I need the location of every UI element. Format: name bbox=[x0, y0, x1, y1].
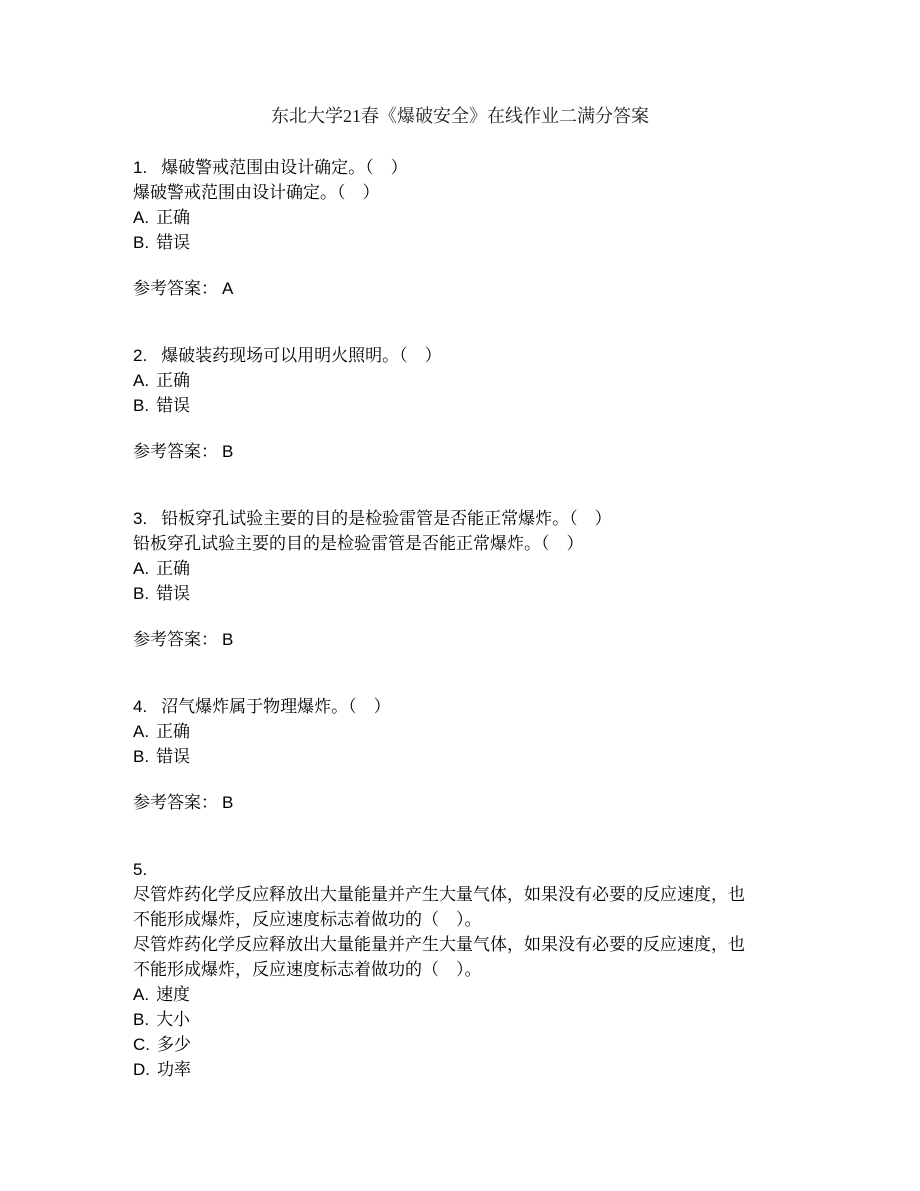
question-2 bbox=[133, 343, 802, 464]
option-text: 正确 bbox=[156, 559, 191, 578]
option-text: 大小 bbox=[156, 1010, 191, 1029]
question-1 bbox=[133, 155, 802, 301]
question-number: 5. bbox=[133, 860, 148, 879]
answer-value: B bbox=[222, 442, 234, 461]
question-option bbox=[133, 744, 802, 769]
question-stem: 爆破装药现场可以用明火照明。（ ） bbox=[161, 346, 442, 365]
question-4 bbox=[133, 694, 802, 815]
option-label: A. bbox=[133, 371, 150, 390]
question-option bbox=[133, 581, 802, 606]
question-option bbox=[133, 1057, 802, 1082]
question-option bbox=[133, 368, 802, 393]
option-text: 错误 bbox=[156, 584, 191, 603]
question-option bbox=[133, 719, 802, 744]
option-text: 正确 bbox=[156, 371, 191, 390]
option-text: 正确 bbox=[156, 208, 191, 227]
option-label: D. bbox=[133, 1060, 150, 1079]
document-title: 东北大学21春《爆破安全》在线作业二满分答案 bbox=[271, 106, 649, 126]
option-text: 错误 bbox=[156, 233, 191, 252]
question-number: 2. bbox=[133, 346, 148, 365]
question-number: 3. bbox=[133, 509, 148, 528]
question-stem-repeat-line-1: 尽管炸药化学反应释放出大量能量并产生大量气体，如果没有必要的反应速度，也 bbox=[133, 935, 745, 954]
question-stem: 沼气爆炸属于物理爆炸。（ ） bbox=[161, 697, 391, 716]
option-label: A. bbox=[133, 559, 150, 578]
option-label: A. bbox=[133, 985, 150, 1004]
answer-value: A bbox=[222, 279, 234, 298]
question-stem: 爆破警戒范围由设计确定。（ ） bbox=[161, 158, 408, 177]
answer-label: 参考答案： bbox=[133, 793, 218, 812]
question-stem-repeat-line-2: 不能形成爆炸，反应速度标志着做功的（ ）。 bbox=[133, 960, 482, 979]
question-option bbox=[133, 556, 802, 581]
option-label: A. bbox=[133, 208, 150, 227]
question-stem-repeat: 铅板穿孔试验主要的目的是检验雷管是否能正常爆炸。（ ） bbox=[133, 534, 584, 553]
answer-label: 参考答案： bbox=[133, 630, 218, 649]
question-option bbox=[133, 230, 802, 255]
question-stem-line-1: 尽管炸药化学反应释放出大量能量并产生大量气体，如果没有必要的反应速度，也 bbox=[133, 885, 745, 904]
answer-label: 参考答案： bbox=[133, 279, 218, 298]
question-option bbox=[133, 982, 802, 1007]
option-label: B. bbox=[133, 747, 150, 766]
option-label: C. bbox=[133, 1035, 150, 1054]
question-5 bbox=[133, 857, 802, 1082]
reference-answer bbox=[133, 276, 802, 301]
option-label: A. bbox=[133, 722, 150, 741]
document-body bbox=[0, 155, 920, 1082]
answer-value: B bbox=[222, 630, 234, 649]
option-label: B. bbox=[133, 584, 150, 603]
question-option bbox=[133, 205, 802, 230]
question-stem-line bbox=[133, 694, 802, 719]
option-text: 多少 bbox=[157, 1035, 191, 1054]
option-text: 正确 bbox=[156, 722, 191, 741]
option-text: 错误 bbox=[156, 747, 191, 766]
option-label: B. bbox=[133, 396, 150, 415]
reference-answer bbox=[133, 790, 802, 815]
answer-value: B bbox=[222, 793, 234, 812]
question-number: 4. bbox=[133, 697, 148, 716]
question-stem-line bbox=[133, 506, 802, 531]
question-option bbox=[133, 393, 802, 418]
question-stem-line-2: 不能形成爆炸，反应速度标志着做功的（ ）。 bbox=[133, 910, 482, 929]
question-stem: 铅板穿孔试验主要的目的是检验雷管是否能正常爆炸。（ ） bbox=[161, 509, 612, 528]
option-text: 功率 bbox=[157, 1060, 191, 1079]
option-text: 错误 bbox=[156, 396, 191, 415]
question-stem-line bbox=[133, 343, 802, 368]
question-3 bbox=[133, 506, 802, 652]
answer-label: 参考答案： bbox=[133, 442, 218, 461]
question-option bbox=[133, 1007, 802, 1032]
option-label: B. bbox=[133, 1010, 150, 1029]
option-label: B. bbox=[133, 233, 150, 252]
reference-answer bbox=[133, 439, 802, 464]
question-number: 1. bbox=[133, 158, 148, 177]
question-stem-repeat: 爆破警戒范围由设计确定。（ ） bbox=[133, 183, 380, 202]
question-stem-line bbox=[133, 155, 802, 180]
reference-answer bbox=[133, 627, 802, 652]
option-text: 速度 bbox=[156, 985, 191, 1004]
question-option bbox=[133, 1032, 802, 1057]
